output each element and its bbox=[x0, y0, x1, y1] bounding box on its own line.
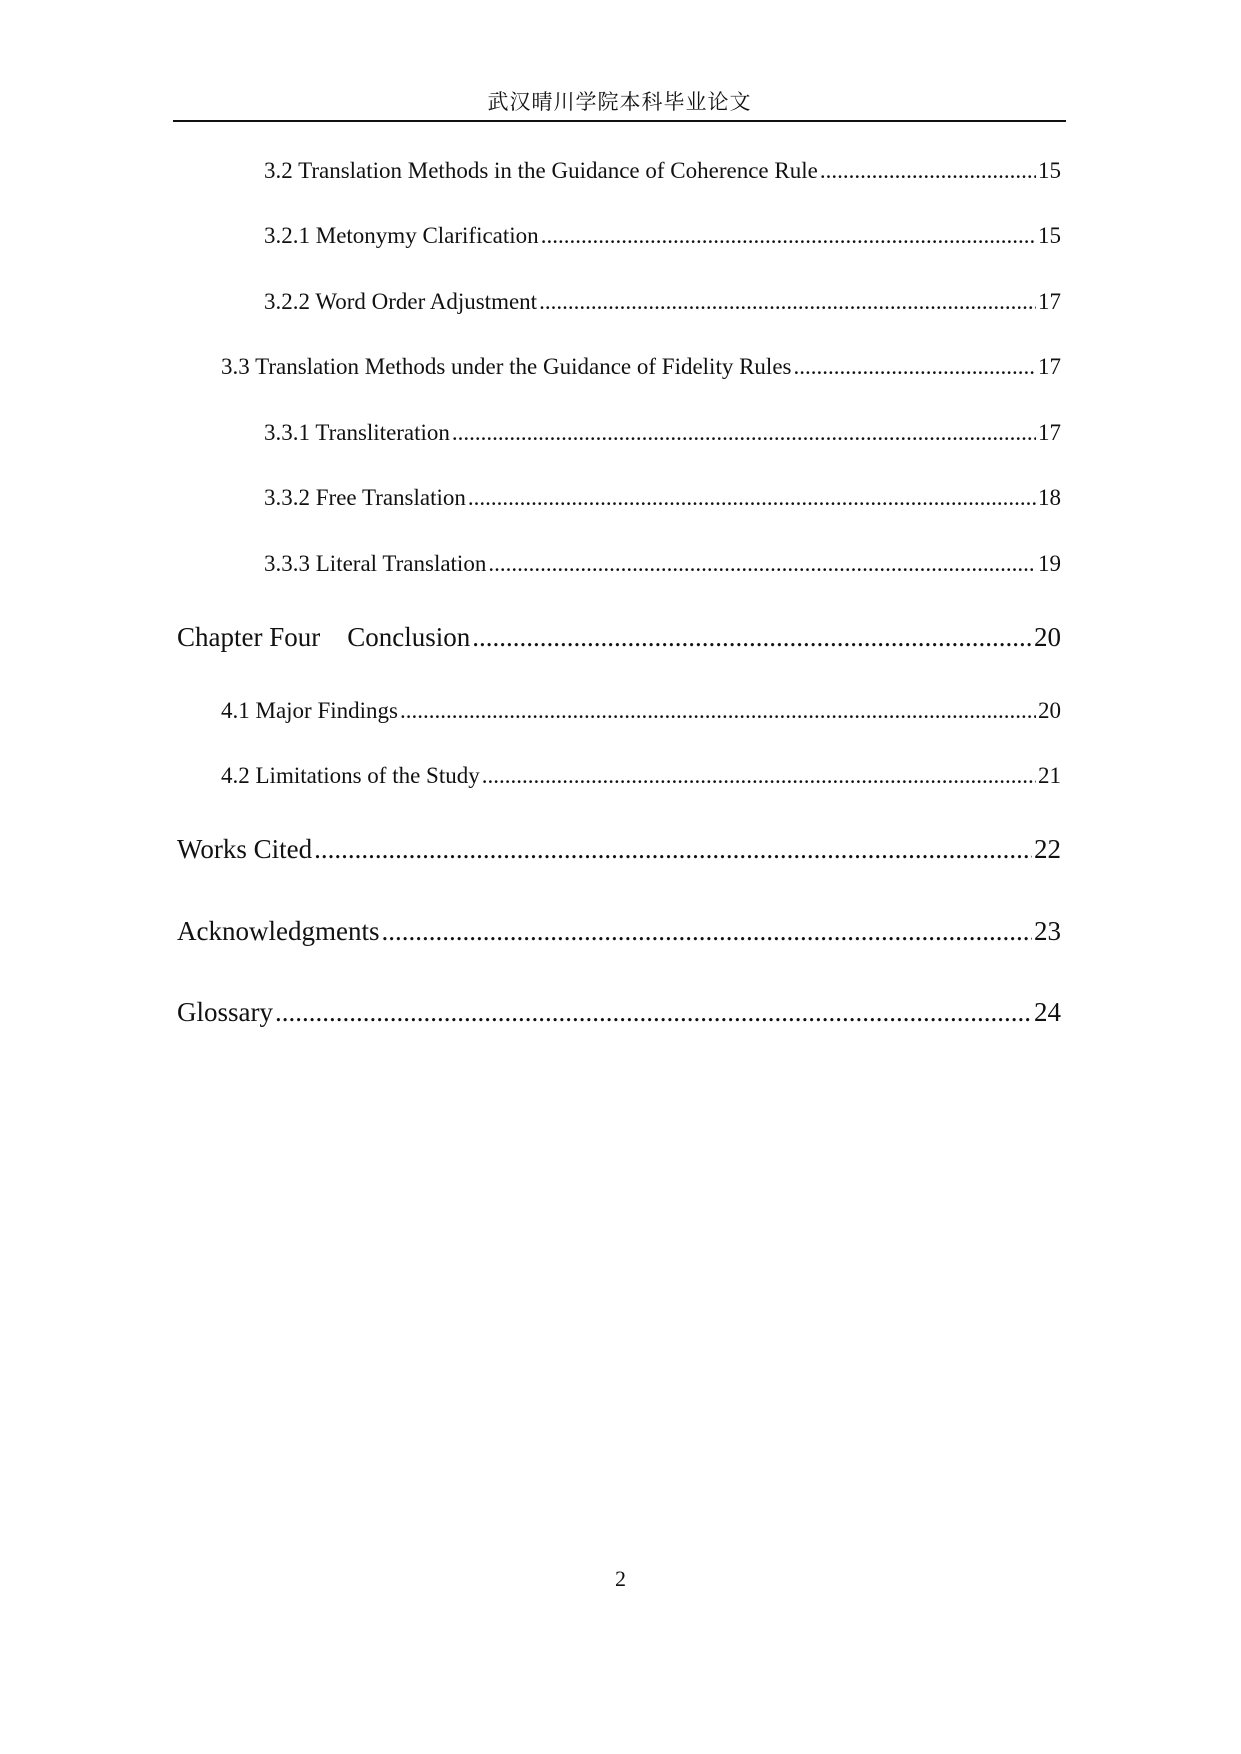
toc-entry-label: 3.3 Translation Methods under the Guidance of Fidelity Rules bbox=[221, 354, 792, 379]
toc-entry-page: 24 bbox=[1034, 997, 1061, 1027]
toc-entry[interactable] bbox=[264, 485, 1061, 511]
toc-entry[interactable] bbox=[264, 289, 1061, 315]
toc-entry-page: 20 bbox=[1038, 698, 1061, 723]
toc-entry[interactable] bbox=[264, 223, 1061, 249]
toc-entry[interactable] bbox=[177, 916, 1061, 947]
toc-entry-label: 3.2 Translation Methods in the Guidance of Coherence Rule bbox=[264, 158, 818, 183]
toc-entry-label: Works Cited bbox=[177, 834, 313, 864]
toc-leader-dots bbox=[472, 622, 1032, 653]
toc-entry-page: 15 bbox=[1038, 223, 1061, 248]
toc-entry[interactable] bbox=[264, 158, 1061, 184]
toc-entry-page: 17 bbox=[1038, 354, 1061, 379]
toc-leader-dots bbox=[452, 420, 1036, 446]
toc-entry-page: 19 bbox=[1038, 551, 1061, 576]
toc-leader-dots bbox=[820, 158, 1036, 184]
toc-entry[interactable] bbox=[264, 420, 1061, 446]
toc-entry-label: 3.2.1 Metonymy Clarification bbox=[264, 223, 539, 248]
toc-entry[interactable] bbox=[177, 622, 1061, 653]
toc-entry-page: 17 bbox=[1038, 420, 1061, 445]
toc-entry-page: 18 bbox=[1038, 485, 1061, 510]
toc-leader-dots bbox=[314, 834, 1032, 865]
toc-entry-label: 4.2 Limitations of the Study bbox=[221, 763, 480, 788]
toc-leader-dots bbox=[381, 916, 1032, 947]
header-rule bbox=[173, 120, 1066, 122]
toc-entry[interactable] bbox=[264, 551, 1061, 577]
toc-entry-label: Acknowledgments bbox=[177, 916, 380, 946]
page-number: 2 bbox=[615, 1566, 626, 1591]
toc-entry[interactable] bbox=[221, 698, 1061, 724]
toc-entry[interactable] bbox=[177, 997, 1061, 1028]
toc-entry-label: 3.3.3 Literal Translation bbox=[264, 551, 487, 576]
toc-entry-page: 23 bbox=[1034, 916, 1061, 946]
toc-leader-dots bbox=[468, 485, 1036, 511]
toc-entry-page: 20 bbox=[1034, 622, 1061, 652]
toc-entry[interactable] bbox=[221, 354, 1061, 380]
toc-entry-label: 4.1 Major Findings bbox=[221, 698, 398, 723]
toc-entry-page: 22 bbox=[1034, 834, 1061, 864]
toc-leader-dots bbox=[541, 223, 1036, 249]
toc-leader-dots bbox=[539, 289, 1036, 315]
running-header: 武汉晴川学院本科毕业论文 bbox=[487, 90, 752, 114]
toc-entry-label: 3.3.1 Transliteration bbox=[264, 420, 450, 445]
toc-entry-label: Glossary bbox=[177, 997, 273, 1027]
toc-leader-dots bbox=[488, 551, 1036, 577]
toc-entry-label: 3.2.2 Word Order Adjustment bbox=[264, 289, 538, 314]
toc-entry-page: 17 bbox=[1038, 289, 1061, 314]
toc-leader-dots bbox=[400, 698, 1036, 724]
toc-entry[interactable] bbox=[177, 834, 1061, 865]
toc-entry-label: 3.3.2 Free Translation bbox=[264, 485, 466, 510]
toc-entry-page: 21 bbox=[1038, 763, 1061, 788]
toc-leader-dots bbox=[793, 354, 1036, 380]
toc-entry-label: Chapter Four Conclusion bbox=[177, 622, 471, 652]
toc-entry[interactable] bbox=[221, 763, 1061, 789]
toc-entry-page: 15 bbox=[1038, 158, 1061, 183]
toc-leader-dots bbox=[482, 763, 1036, 789]
toc-leader-dots bbox=[275, 997, 1032, 1028]
